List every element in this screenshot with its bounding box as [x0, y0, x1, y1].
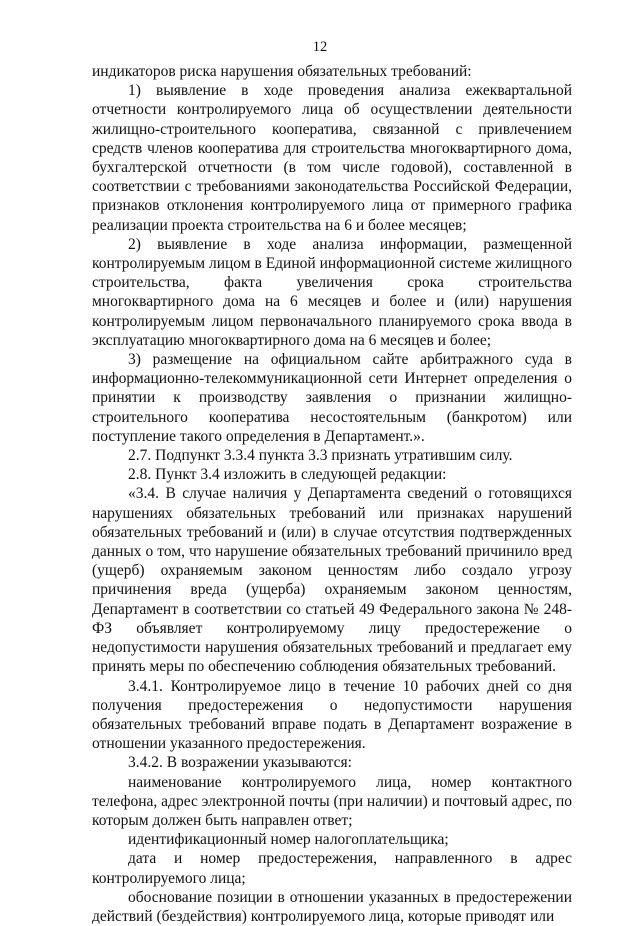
paragraph-objection-reasoning: обоснование позиции в отношении указанных в предостережении действий (бездействия) контролируемого лица, которые приводят или	[92, 888, 572, 925]
paragraph-objection-date: дата и номер предостережения, направленного в адрес контролируемого лица;	[92, 850, 572, 887]
paragraph-2-7: 2.7. Подпункт 3.3.4 пункта 3.3 признать утратившим силу.	[128, 447, 513, 465]
paragraph-item-2: 2) выявление в ходе анализа информации, размещенной контролируемым лицом в Единой информационной системе жилищного строительства, факта увеличения срока строительства многоквартирного дома на 6 месяцев и более и (или) нарушения контролируемым лицом первоначального планируемого срока ввода в эксплуатацию многоквартирного дома на 6 месяцев и более;	[92, 235, 572, 349]
paragraph-intro: индикаторов риска нарушения обязательных требований:	[92, 63, 472, 80]
paragraph-3-4-1: 3.4.1. Контролируемое лицо в течение 10 рабочих дней со дня получения предостережения о недопустимости нарушения обязательных требований вправе подать в Департамент возражение в отношении указанного предостережения.	[92, 677, 572, 753]
paragraph-3-4: «3.4. В случае наличия у Департамента сведений о готовящихся нарушениях обязательных требований или признаках нарушений обязательных требований и (или) в случае отсутствия подтвержденных данных о том, что нарушение обязательных требований причинило вред (ущерб) охраняемым законом ценностям либо создало угрозу причинения вреда (ущерба) охраняемым законом ценностям, Департамент в соответствии со статьей 49 Федерального закона № 248-ФЗ объявляет контролируемому лицу предостережение о недопустимости нарушения обязательных требований и предлагает ему принять меры по обеспечению соблюдения обязательных требований.	[92, 485, 572, 676]
paragraph-2-8: 2.8. Пункт 3.4 изложить в следующей редакции:	[128, 466, 447, 484]
paragraph-item-1: 1) выявление в ходе проведения анализа ежеквартальной отчетности контролируемого лица об осуществлении деятельности жилищно-строительного кооператива, связанной с привлечением средств членов кооператива для строительства многоквартирного дома, бухгалтерской отчетности (в том числе годовой), составленной в соответствии с требованиями законодательства Российской Федерации, признаков отклонения контролируемого лица от примерного графика реализации проекта строительства на 6 и более месяцев;	[92, 82, 572, 234]
paragraph-objection-name: наименование контролируемого лица, номер контактного телефона, адрес электронной почты (при наличии) и почтовый адрес, по которым должен быть направлен ответ;	[92, 773, 572, 829]
paragraph-objection-inn: идентификационный номер налогоплательщика;	[128, 831, 449, 849]
document-body	[92, 62, 572, 926]
paragraph-item-3: 3) размещение на официальном сайте арбитражного суда в информационно-телекоммуникационной сети Интернет определения о принятии к производству заявления о признании жилищно-строительного кооператива несостоятельным (банкротом) или поступление такого определения в Департамент.».	[92, 351, 572, 445]
page-number: 12	[312, 39, 328, 55]
paragraph-3-4-2: 3.4.2. В возражении указываются:	[128, 754, 352, 772]
